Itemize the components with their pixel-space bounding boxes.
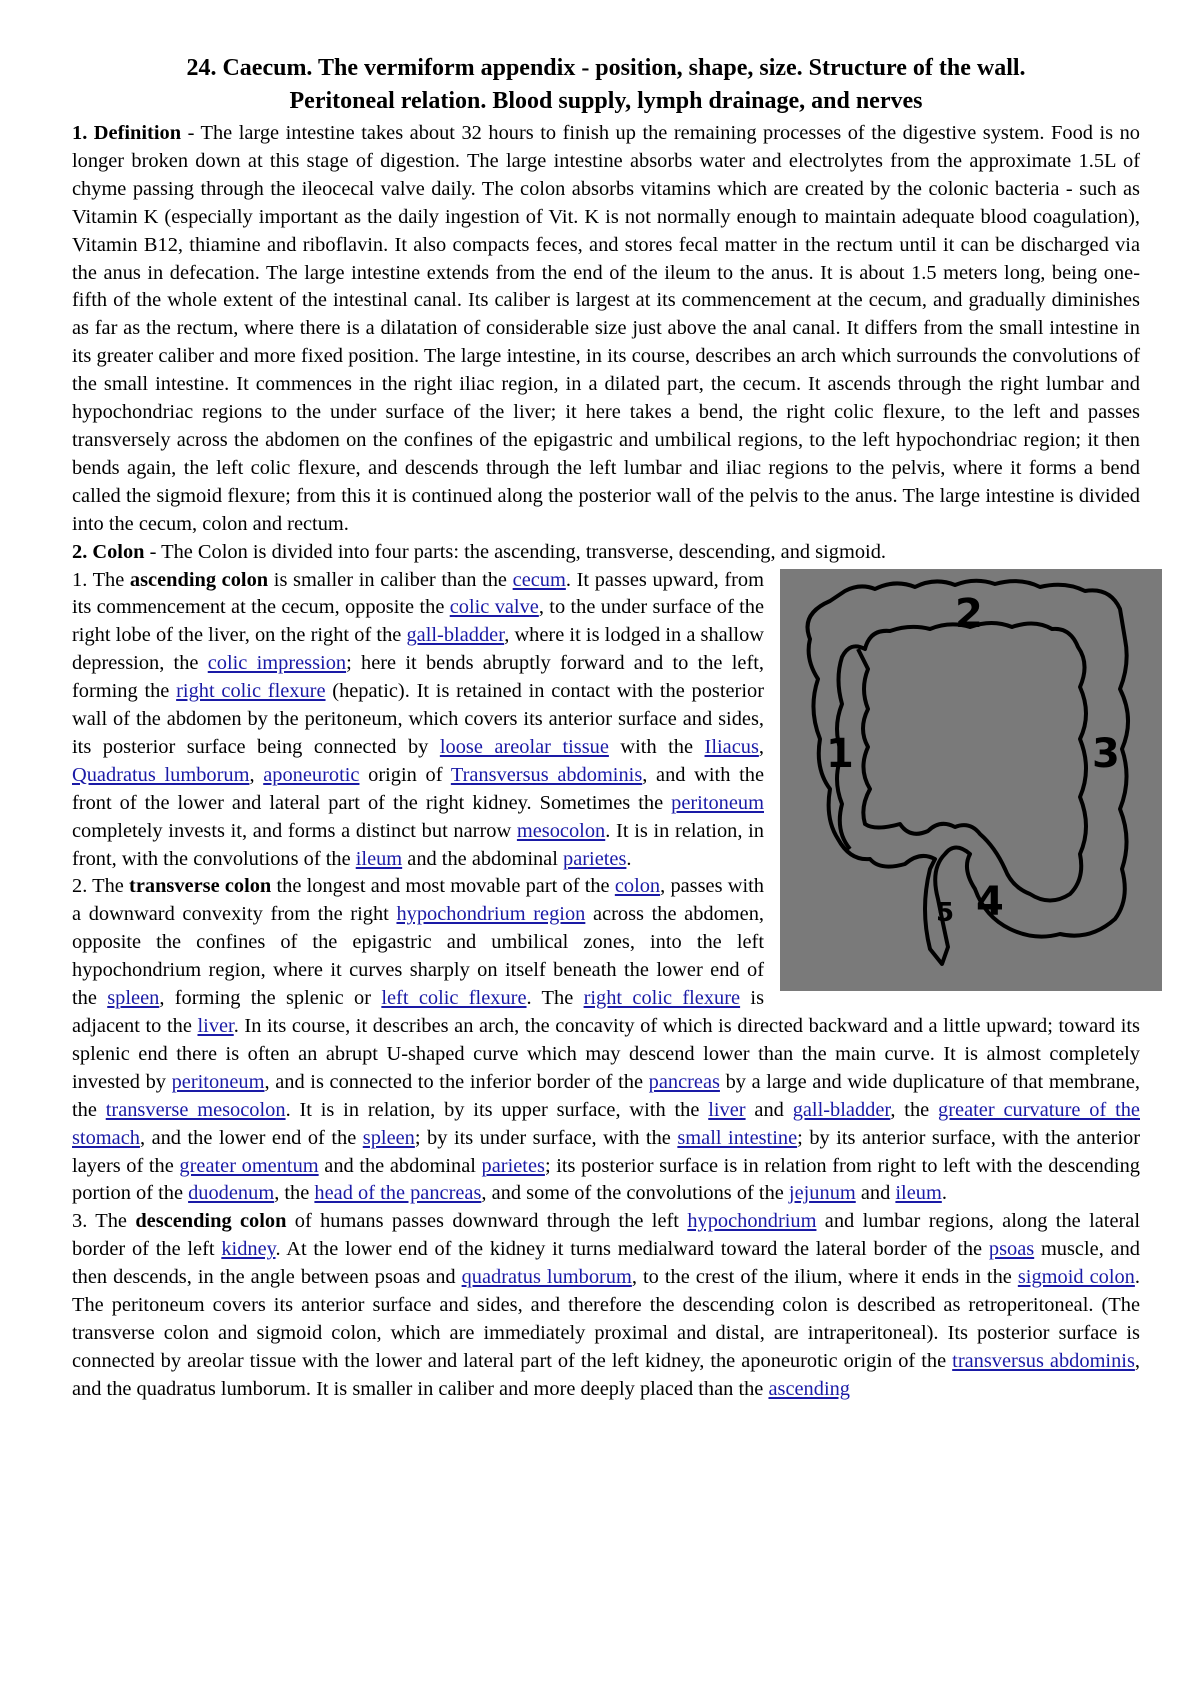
link-psoas[interactable]: psoas: [988, 1238, 1035, 1261]
title-line-2: Peritoneal relation. Blood supply, lymph drainage, and nerves: [289, 88, 923, 114]
link-jejunum[interactable]: jejunum: [788, 1182, 856, 1205]
descending-colon-paragraph: [72, 1208, 1140, 1403]
text-run: . It is in relation, in front, with the convolutions of the: [72, 819, 764, 870]
link-small-intestine[interactable]: small intestine: [677, 1126, 798, 1149]
text-run: completely invests it, and forms a distinct but narrow: [72, 819, 517, 842]
link-right-colic-flexure[interactable]: right colic flexure: [176, 680, 326, 703]
colon-label: 2. Colon: [72, 540, 145, 563]
text-run: . It passes upward, from its commencement at the cecum, opposite the: [72, 568, 764, 619]
text-run: , where it is lodged in a shallow depression, the: [72, 624, 764, 675]
diagram-label-1: 1: [826, 730, 854, 777]
link-greater-omentum[interactable]: greater omentum: [179, 1154, 319, 1177]
link-peritoneum[interactable]: peritoneum: [171, 1070, 265, 1093]
link-colic-impression[interactable]: colic impression: [207, 652, 347, 675]
link-kidney[interactable]: kidney: [221, 1238, 276, 1261]
text-run: , the: [890, 1098, 939, 1121]
text-run: , passes with a downward convexity from the right: [72, 875, 764, 926]
diagram-label-2: 2: [955, 590, 983, 637]
ascending-term: ascending colon: [129, 568, 269, 591]
text-run: ,: [758, 735, 764, 758]
text-run: across the abdomen, opposite the confines of the epigastric and umbilical zones, into the left hypochondrium region, where it curves sharply on itself beneath the lower end of the: [72, 903, 764, 1010]
text-run: and lumbar regions, along the lateral border of the left: [72, 1210, 1141, 1261]
link-colon[interactable]: colon: [614, 875, 661, 898]
link-liver[interactable]: liver: [197, 1015, 234, 1037]
link-gall-bladder[interactable]: gall-bladder: [792, 1098, 891, 1121]
link-ileum[interactable]: ileum: [895, 1182, 942, 1205]
link-mesocolon[interactable]: mesocolon: [516, 819, 606, 842]
link-loose-areolar-tissue[interactable]: loose areolar tissue: [439, 735, 609, 758]
text-run: , to the under surface of the right lobe of the liver, on the right of the: [72, 596, 764, 647]
text-run: , and with the front of the lower and lateral part of the right kidney. Sometimes the: [72, 763, 765, 814]
title-line-1: 24. Caecum. The vermiform appendix - position, shape, size. Structure of the wall.: [186, 55, 1026, 81]
link-iliacus[interactable]: Iliacus: [704, 735, 759, 758]
text-run: . It is in relation, by its upper surface, with the: [285, 1098, 709, 1121]
link-sigmoid-colon[interactable]: sigmoid colon: [1017, 1266, 1135, 1289]
text-run: origin of: [359, 763, 451, 786]
text-run: ; by its anterior surface, with the anterior layers of the: [72, 1126, 1140, 1177]
link-parietes[interactable]: parietes: [563, 847, 627, 870]
link-right-colic-flexure[interactable]: right colic flexure: [583, 987, 741, 1010]
text-run: the longest and most movable part of the: [271, 875, 615, 898]
link-pancreas[interactable]: pancreas: [648, 1070, 720, 1093]
colon-diagram-svg: [780, 569, 1162, 991]
link-hypochondrium[interactable]: hypochondrium: [687, 1210, 817, 1233]
text-run: , the: [274, 1182, 315, 1205]
link-greater-curvature-of-the-stomach[interactable]: greater curvature of the stomach: [72, 1098, 1140, 1149]
link-colic-valve[interactable]: colic valve: [449, 596, 539, 619]
link-transversus-abdominis[interactable]: Transversus abdominis: [450, 763, 643, 786]
text-run: by a large and wide duplicature of that membrane, the: [72, 1070, 1140, 1121]
text-run: is smaller in caliber than the: [268, 568, 513, 591]
text-run: ; by its under surface, with the: [414, 1126, 678, 1149]
transverse-num: 2. The: [72, 875, 130, 898]
text-run: of humans passes downward through the left: [286, 1210, 688, 1233]
definition-paragraph: [72, 120, 1140, 539]
text-run: , to the crest of the ilium, where it ends in the: [631, 1266, 1018, 1289]
link-cecum[interactable]: cecum: [512, 568, 566, 591]
link-spleen[interactable]: spleen: [107, 987, 160, 1010]
text-run: , and is connected to the inferior border of the: [264, 1070, 649, 1093]
diagram-label-3: 3: [1092, 730, 1120, 777]
text-run: , and the lower end of the: [139, 1126, 363, 1149]
text-run: and the abdominal: [318, 1154, 482, 1177]
text-run: . In its course, it describes an arch, the concavity of which is directed backward and a little upward; toward its splenic end there is often an abrupt U-shaped curve which may descend lower than the main curve. It is almost completely invested by: [72, 1015, 1140, 1093]
definition-label: 1. Definition: [72, 122, 182, 144]
link-ascending[interactable]: ascending: [768, 1377, 851, 1400]
page-title: [72, 52, 1140, 118]
text-run: . The peritoneum covers its anterior surface and sides, and therefore the descending colon is described as retroperitoneal. (The transverse colon and sigmoid colon, which are immediately proximal and distal, are intraperitoneal). Its posterior surface is connected by areolar tissue with the lower and lateral part of the left kidney, the aponeurotic origin of the: [72, 1266, 1140, 1372]
text-run: , and some of the convolutions of the: [481, 1182, 789, 1205]
text-run: ; its posterior surface is in relation from right to left with the descending portion of the: [72, 1154, 1140, 1205]
link-aponeurotic[interactable]: aponeurotic: [263, 763, 360, 786]
link-left-colic-flexure[interactable]: left colic flexure: [381, 987, 527, 1010]
link-transverse-mesocolon[interactable]: transverse mesocolon: [105, 1098, 286, 1121]
text-run: ; here it bends abruptly forward and to the left, forming the: [72, 652, 764, 703]
colon-diagram: [780, 569, 1162, 991]
transverse-term: transverse colon: [129, 875, 272, 898]
ascending-num: 1. The: [72, 568, 130, 591]
diagram-label-5: 5: [936, 897, 955, 928]
text-run: . The: [526, 987, 584, 1010]
text-run: , and the quadratus lumborum. It is smaller in caliber and more deeply placed than the: [72, 1349, 1140, 1400]
link-quadratus-lumborum[interactable]: Quadratus lumborum: [72, 763, 250, 786]
diagram-label-4: 4: [976, 878, 1004, 925]
document-page: [72, 52, 1140, 1404]
colon-paragraph: [72, 539, 1140, 567]
text-run: and the abdominal: [402, 847, 563, 870]
link-spleen[interactable]: spleen: [362, 1126, 415, 1149]
text-run: ,: [249, 763, 264, 786]
text-run: , forming the splenic or: [159, 987, 382, 1010]
link-head-of-the-pancreas[interactable]: head of the pancreas: [314, 1182, 482, 1205]
text-run: is adjacent to the: [72, 987, 765, 1037]
link-quadratus-lumborum[interactable]: quadratus lumborum: [461, 1266, 632, 1289]
colon-text: - The Colon is divided into four parts: the ascending, transverse, descending, and sigmoid.: [144, 540, 886, 563]
text-run: .: [626, 847, 632, 870]
link-hypochondrium-region[interactable]: hypochondrium region: [396, 903, 586, 926]
link-gall-bladder[interactable]: gall-bladder: [406, 624, 505, 647]
text-run: . At the lower end of the kidney it turns medialward toward the lateral border of the: [275, 1238, 989, 1261]
link-peritoneum[interactable]: peritoneum: [671, 791, 764, 814]
link-liver[interactable]: liver: [708, 1098, 746, 1121]
descending-term: descending colon: [135, 1210, 287, 1233]
link-parietes[interactable]: parietes: [481, 1154, 545, 1177]
descending-num: 3. The: [72, 1210, 136, 1233]
text-run: .: [941, 1182, 947, 1205]
text-run: and: [745, 1098, 793, 1121]
text-run: and: [855, 1182, 896, 1205]
text-run: muscle, and then descends, in the angle between psoas and: [72, 1238, 1140, 1289]
definition-text: - The large intestine takes about 32 hours to finish up the remaining processes of the digestive system. Food is no longer broken down at this stage of digestion. The large intestine absorbs water and electrolytes from the approximate 1.5L of chyme passing through the ileocecal valve daily. The colon absorbs vitamins which are created by the colonic bacteria - such as Vitamin K (especially important as the daily ingestion of Vit. K is not normally enough to maintain adequate blood coagulation), Vitamin B12, thiamine and riboflavin. It also compacts feces, and stores fecal matter in the rectum until it can be discharged via the anus in defecation. The large intestine extends from the end of the ileum to the anus. It is about 1.5 meters long, being one-fifth of the whole extent of the intestinal canal. Its caliber is largest at its commencement at the cecum, and gradually diminishes as far as the rectum, where there is a dilatation of considerable size just above the anal canal. It differs from the small intestine in its greater caliber and more fixed position. The large intestine, in its course, describes an arch which surrounds the convolutions of the small intestine. It commences in the right iliac region, in a dilated part, the cecum. It ascends through the right lumbar and hypochondriac regions to the under surface of the liver; it here takes a bend, the right colic flexure, to the left and passes transversely across the abdomen on the confines of the epigastric and umbilical regions, to the left hypochondriac region; it then bends again, the left colic flexure, and descends through the left lumbar and iliac regions to the pelvis, where it forms a bend called the sigmoid flexure; from this it is continued along the posterior wall of the pelvis to the anus. The large intestine is divided into the cecum, colon and rectum.: [72, 122, 1140, 535]
text-run: with the: [608, 735, 705, 758]
link-ileum[interactable]: ileum: [355, 847, 403, 870]
text-run: (hepatic). It is retained in contact with the posterior wall of the abdomen by the peritoneum, which covers its anterior surface and sides, its posterior surface being connected by: [72, 680, 764, 758]
link-duodenum[interactable]: duodenum: [188, 1182, 275, 1205]
link-transversus-abdominis[interactable]: transversus abdominis: [952, 1349, 1135, 1372]
